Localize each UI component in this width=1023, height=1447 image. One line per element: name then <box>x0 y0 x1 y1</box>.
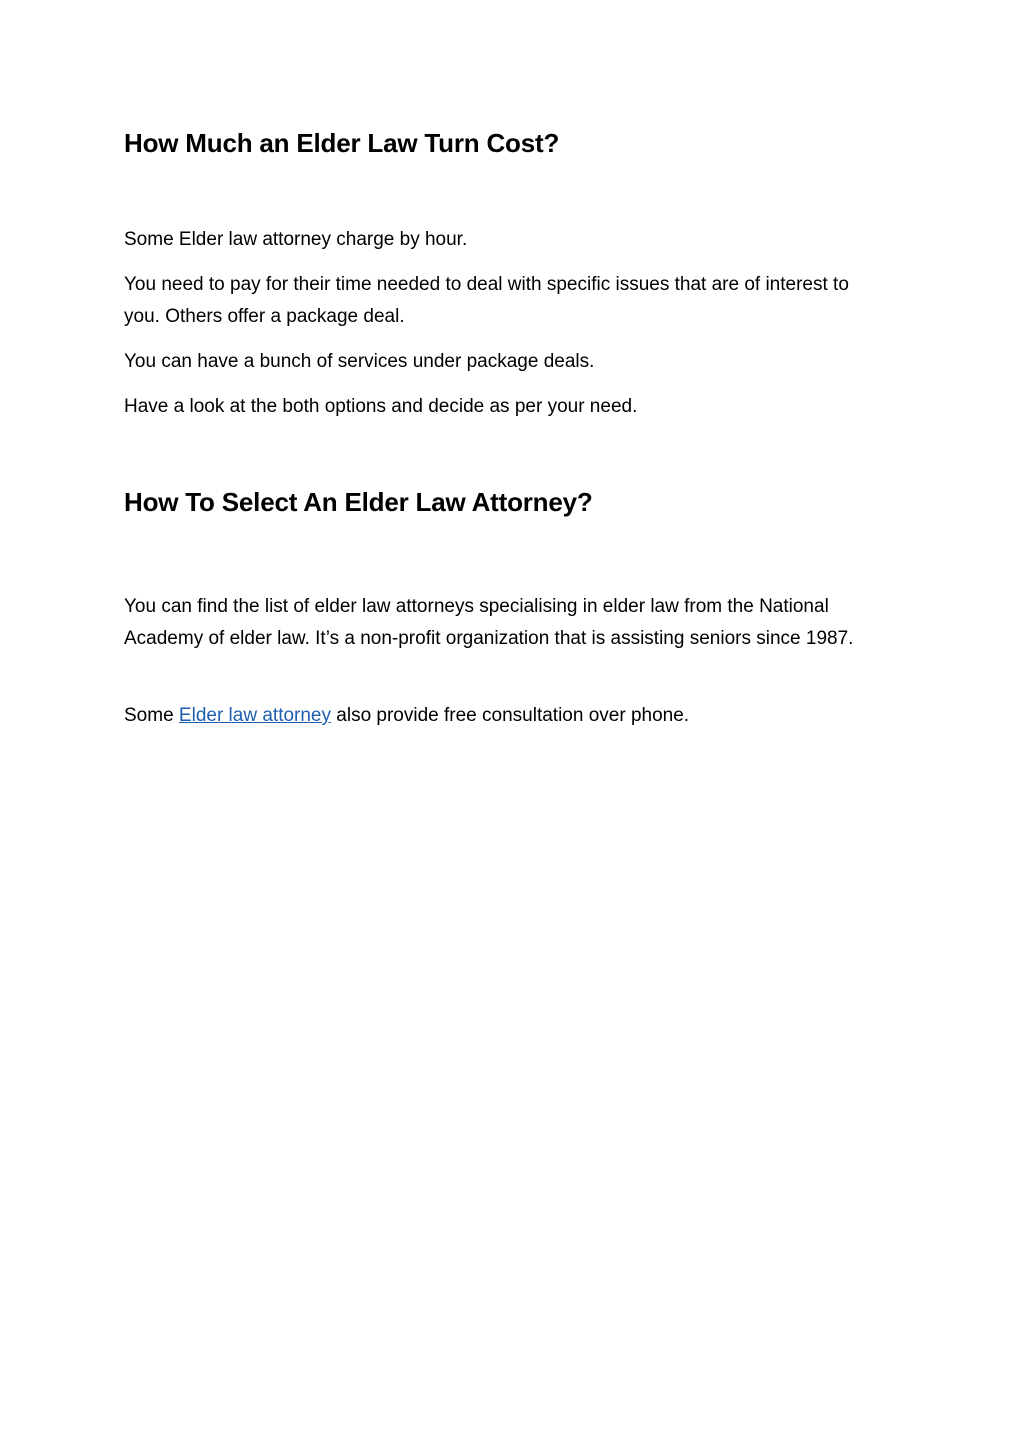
consultation-prefix: Some <box>124 705 179 726</box>
paragraph-compare-options: Have a look at the both options and decide as per your need. <box>124 396 638 417</box>
section-heading-cost: How Much an Elder Law Turn Cost? <box>124 128 560 158</box>
paragraph-pay-for-time: You need to pay for their time needed to deal with specific issues that are of interest to you. Others offer a package deal. <box>124 274 849 327</box>
paragraph-free-consultation <box>124 700 884 732</box>
elder-law-attorney-link[interactable]: Elder law attorney <box>178 705 331 726</box>
section-heading-select-attorney: How To Select An Elder Law Attorney? <box>124 487 593 517</box>
paragraph-hourly-charge: Some Elder law attorney charge by hour. <box>124 229 468 250</box>
paragraph-package-deals: You can have a bunch of services under package deals. <box>124 351 595 372</box>
consultation-suffix: also provide free consultation over phone. <box>331 705 690 726</box>
paragraph-find-attorneys: You can find the list of elder law attorneys specialising in elder law from the National Academy of elder law. It’s a non-profit organization that is assisting seniors since 1987. <box>124 596 854 649</box>
